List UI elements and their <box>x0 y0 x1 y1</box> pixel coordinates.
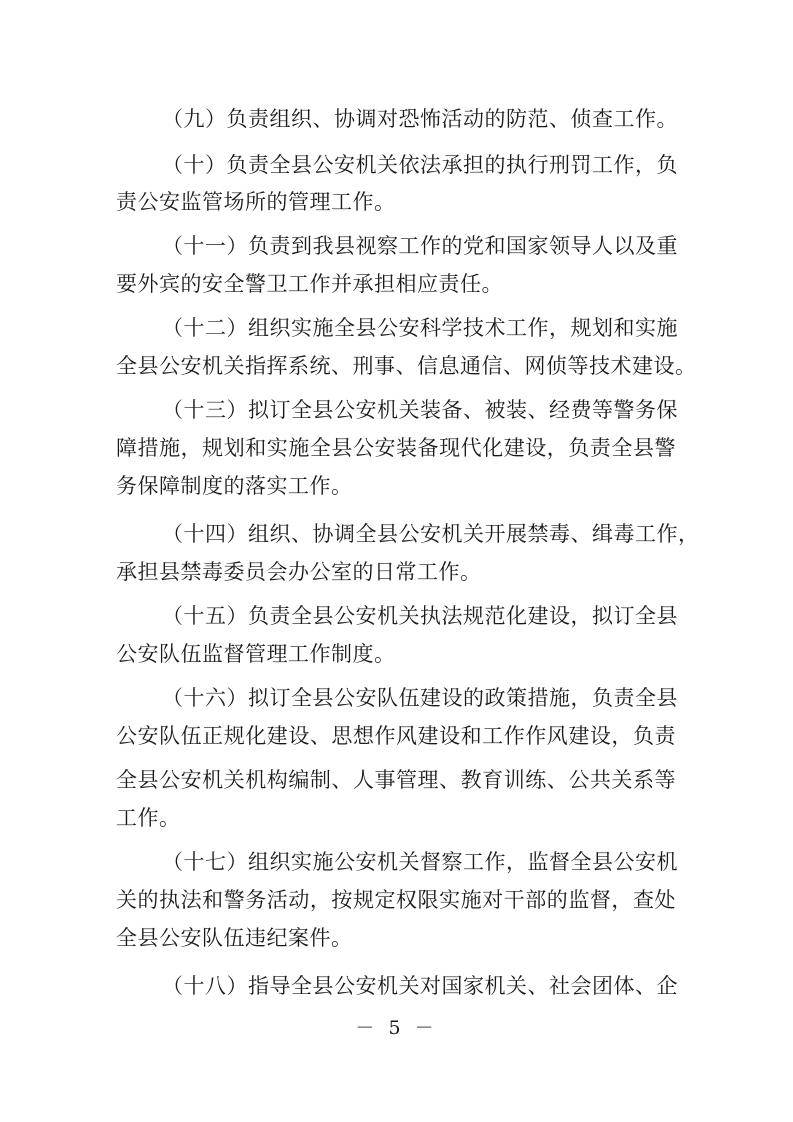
paragraph-16-line-1: （十六）拟订全县公安队伍建设的政策措施，负责全县 <box>162 686 678 710</box>
paragraph-17-line-2: 关的执法和警务活动，按规定权限实施对干部的监督，查处 <box>116 888 676 912</box>
paragraph-10-line-2: 责公安监管场所的管理工作。 <box>116 190 396 214</box>
paragraph-13-line-1: （十三）拟订全县公安机关装备、被装、经费等警务保 <box>162 398 678 422</box>
paragraph-13-line-3: 务保障制度的落实工作。 <box>116 474 353 498</box>
paragraph-14-line-2: 承担县禁毒委员会办公室的日常工作。 <box>116 560 482 584</box>
paragraph-16-line-2: 公安队伍正规化建设、思想作风建设和工作作风建设，负责 <box>116 724 676 748</box>
paragraph-11-line-1: （十一）负责到我县视察工作的党和国家领导人以及重 <box>162 234 678 258</box>
paragraph-12-line-1: （十二）组织实施全县公安科学技术工作，规划和实施 <box>162 316 678 340</box>
paragraph-14-line-1: （十四）组织、协调全县公安机关开展禁毒、缉毒工作， <box>162 522 700 546</box>
paragraph-13-line-2: 障措施，规划和实施全县公安装备现代化建设，负责全县警 <box>116 436 676 460</box>
paragraph-11-line-2: 要外宾的安全警卫工作并承担相应责任。 <box>116 272 503 296</box>
paragraph-12-line-2: 全县公安机关指挥系统、刑事、信息通信、网侦等技术建设。 <box>116 354 697 378</box>
paragraph-15-line-1: （十五）负责全县公安机关执法规范化建设，拟订全县 <box>162 604 678 628</box>
paragraph-18-line-1: （十八）指导全县公安机关对国家机关、社会团体、企 <box>162 974 678 998</box>
paragraph-10-line-1: （十）负责全县公安机关依法承担的执行刑罚工作，负 <box>162 153 678 177</box>
paragraph-15-line-2: 公安队伍监督管理工作制度。 <box>116 642 396 666</box>
paragraph-17-line-1: （十七）组织实施公安机关督察工作，监督全县公安机 <box>162 850 678 874</box>
paragraph-9-line-1: （九）负责组织、协调对恐怖活动的防范、侦查工作。 <box>162 107 678 131</box>
paragraph-16-line-4: 工作。 <box>116 806 181 830</box>
paragraph-16-line-3: 全县公安机关机构编制、人事管理、教育训练、公共关系等 <box>116 768 676 792</box>
paragraph-17-line-3: 全县公安队伍违纪案件。 <box>116 926 353 950</box>
page-number: － 5 － <box>355 1017 438 1039</box>
